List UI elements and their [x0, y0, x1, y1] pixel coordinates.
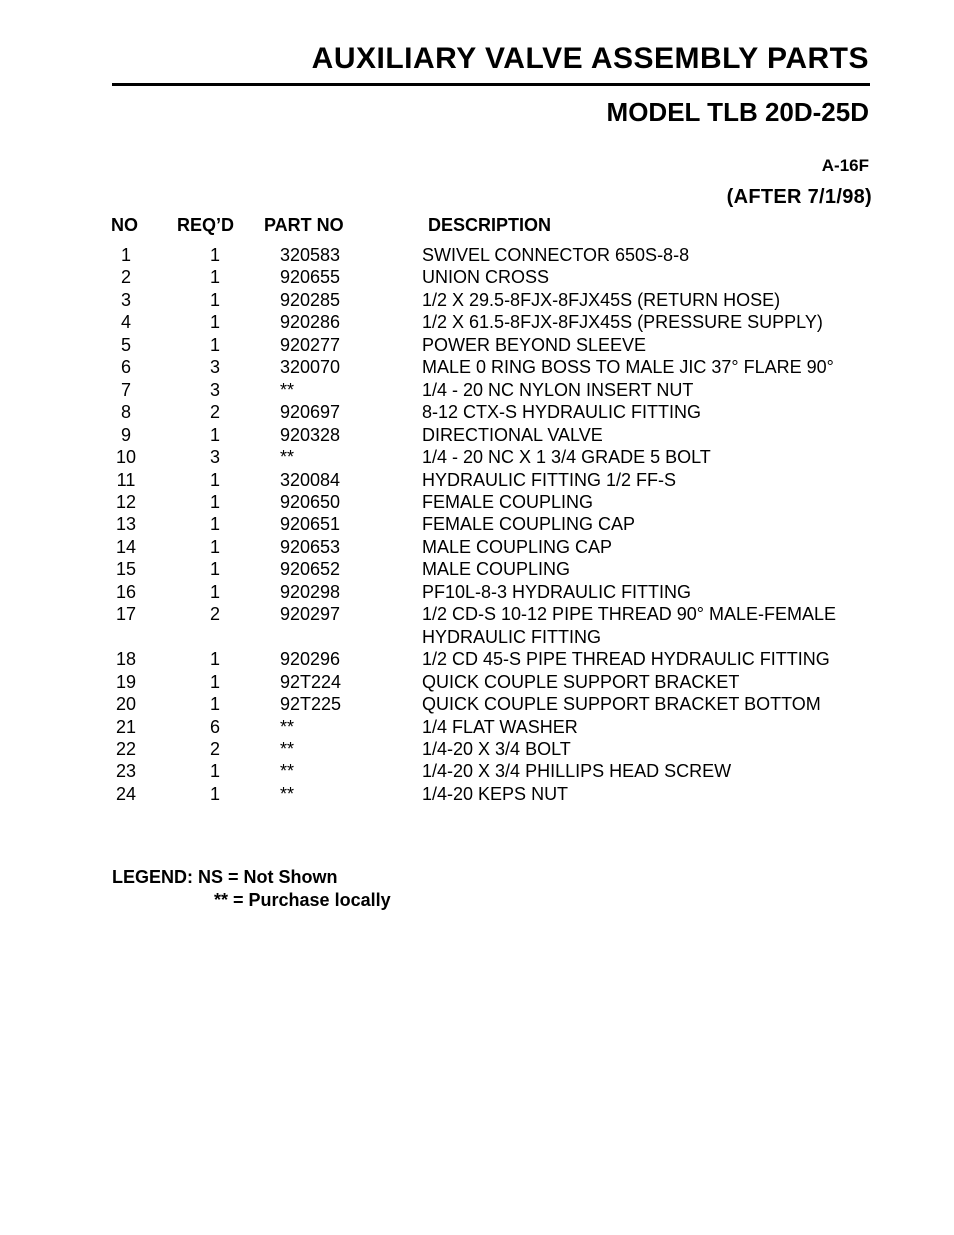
cell-part-no: 920328 — [280, 424, 341, 445]
cell-part-no: 920296 — [280, 649, 341, 670]
cell-description: PF10L-8-3 HYDRAULIC FITTING — [422, 581, 692, 602]
cell-description: MALE COUPLING CAP — [422, 536, 613, 557]
cell-description: 1/4 FLAT WASHER — [422, 716, 578, 737]
cell-no: 10 — [115, 447, 137, 468]
legend-line-1: LEGEND: NS = Not Shown — [112, 867, 338, 887]
cell-description: 1/4-20 X 3/4 BOLT — [422, 738, 571, 759]
cell-req: 1 — [209, 267, 220, 288]
cell-part-no: ** — [280, 716, 295, 737]
cell-part-no: 920277 — [280, 334, 341, 355]
cell-req: 1 — [209, 245, 220, 265]
cell-no: 9 — [120, 424, 131, 445]
cell-no: 1 — [120, 245, 131, 265]
cell-no: 12 — [115, 491, 137, 512]
cell-req: 1 — [209, 424, 220, 445]
cell-req: 1 — [209, 559, 220, 580]
table-row — [0, 671, 954, 693]
cell-req: 3 — [209, 447, 220, 468]
cell-no: 14 — [115, 536, 137, 557]
table-row — [0, 334, 954, 356]
cell-part-no: 320084 — [280, 469, 341, 490]
cell-description: MALE COUPLING — [422, 559, 571, 580]
table-row — [0, 311, 954, 333]
table-row — [0, 738, 954, 760]
cell-no: 11 — [116, 469, 136, 490]
table-row — [0, 558, 954, 580]
cell-no: 6 — [120, 357, 131, 378]
cell-description: 1/2 CD 45-S PIPE THREAD HYDRAULIC FITTING — [422, 649, 830, 670]
cell-req: 1 — [209, 649, 220, 670]
table-row — [0, 581, 954, 603]
cell-description: SWIVEL CONNECTOR 650S-8-8 — [422, 245, 690, 265]
cell-part-no: ** — [280, 783, 295, 804]
cell-no: 22 — [115, 738, 137, 759]
cell-description: MALE 0 RING BOSS TO MALE JIC 37° FLARE 90° — [422, 357, 834, 378]
cell-description: 1/4 - 20 NC NYLON INSERT NUT — [422, 379, 694, 400]
cell-no: 21 — [115, 716, 137, 737]
cell-no: 2 — [120, 267, 131, 288]
cell-req: 2 — [209, 402, 220, 423]
cell-part-no: 920285 — [280, 289, 341, 310]
cell-no: 5 — [120, 334, 131, 355]
cell-description: POWER BEYOND SLEEVE — [422, 334, 647, 355]
cell-description: 1/2 X 61.5-8FJX-8FJX45S (PRESSURE SUPPLY) — [422, 312, 823, 333]
cell-no: 8 — [120, 402, 131, 423]
cell-part-no: 320583 — [280, 245, 341, 265]
cell-req: 1 — [209, 469, 220, 490]
cell-part-no: 920650 — [280, 491, 341, 512]
table-row — [0, 469, 954, 491]
cell-req: 3 — [209, 379, 220, 400]
cell-description: 1/4-20 KEPS NUT — [422, 783, 569, 804]
table-row — [0, 289, 954, 311]
cell-description: 1/4 - 20 NC X 1 3/4 GRADE 5 BOLT — [422, 447, 711, 468]
cell-no: 4 — [120, 312, 131, 333]
cell-req: 1 — [209, 334, 220, 355]
table-row — [0, 716, 954, 738]
title-divider — [112, 83, 870, 86]
cell-description: 1/2 CD-S 10-12 PIPE THREAD 90° MALE-FEMALE HYDRAULIC FITTING — [422, 604, 837, 647]
cell-description: HYDRAULIC FITTING 1/2 FF-S — [422, 469, 677, 490]
cell-part-no: 920655 — [280, 267, 341, 288]
cell-no: 19 — [115, 671, 137, 692]
cell-req: 1 — [209, 581, 220, 602]
table-row — [0, 760, 954, 782]
cell-no: 16 — [115, 581, 137, 602]
cell-part-no: ** — [280, 379, 295, 400]
cell-req: 1 — [209, 491, 220, 512]
table-row — [0, 513, 954, 535]
cell-description: QUICK COUPLE SUPPORT BRACKET BOTTOM — [422, 694, 821, 715]
cell-part-no: ** — [280, 447, 295, 468]
cell-description: QUICK COUPLE SUPPORT BRACKET — [422, 671, 740, 692]
table-row — [0, 783, 954, 805]
cell-req: 1 — [209, 536, 220, 557]
cell-part-no: 920697 — [280, 402, 341, 423]
cell-part-no: 920298 — [280, 581, 341, 602]
cell-description: DIRECTIONAL VALVE — [422, 424, 603, 445]
cell-req: 6 — [209, 716, 220, 737]
cell-part-no: ** — [280, 761, 295, 782]
cell-no: 18 — [115, 649, 137, 670]
cell-no: 13 — [115, 514, 137, 535]
cell-req: 1 — [209, 514, 220, 535]
cell-req: 2 — [209, 738, 220, 759]
column-header-req: REQ’D — [177, 215, 235, 235]
legend-line-2: ** = Purchase locally — [214, 890, 391, 910]
cell-req: 1 — [209, 694, 220, 715]
cell-description: FEMALE COUPLING CAP — [422, 514, 636, 535]
table-row — [0, 401, 954, 423]
cell-part-no: 920651 — [280, 514, 341, 535]
cell-part-no: 920286 — [280, 312, 341, 333]
cell-no: 3 — [120, 289, 131, 310]
cell-no: 20 — [115, 694, 137, 715]
model-name: MODEL TLB 20D-25D — [606, 97, 869, 127]
table-row — [0, 266, 954, 288]
cell-part-no: ** — [280, 738, 295, 759]
cell-req: 2 — [209, 604, 220, 625]
cell-description: FEMALE COUPLING — [422, 491, 594, 512]
cell-description: 1/4-20 X 3/4 PHILLIPS HEAD SCREW — [422, 761, 732, 782]
cell-no: 24 — [115, 783, 137, 804]
page-title: AUXILIARY VALVE ASSEMBLY PARTS — [311, 42, 869, 75]
cell-req: 3 — [209, 357, 220, 378]
table-row — [0, 491, 954, 513]
cell-no: 15 — [115, 559, 137, 580]
table-row — [0, 648, 954, 670]
table-row — [0, 379, 954, 401]
column-header-part: PART NO — [264, 215, 344, 235]
table-row — [0, 693, 954, 715]
column-header-no: NO — [111, 215, 138, 235]
cell-req: 1 — [209, 671, 220, 692]
table-row — [0, 536, 954, 558]
cell-req: 1 — [209, 289, 220, 310]
date-note: (AFTER 7/1/98) — [726, 186, 872, 208]
cell-part-no: 920653 — [280, 536, 341, 557]
table-row — [0, 356, 954, 378]
page-code: A-16F — [821, 156, 869, 175]
cell-part-no: 920652 — [280, 559, 341, 580]
cell-no: 23 — [115, 761, 137, 782]
cell-part-no: 92T225 — [280, 694, 342, 715]
table-row — [0, 446, 954, 468]
table-row — [0, 244, 954, 266]
cell-req: 1 — [209, 312, 220, 333]
cell-req: 1 — [209, 761, 220, 782]
cell-part-no: 320070 — [280, 357, 341, 378]
cell-req: 1 — [209, 783, 220, 804]
cell-part-no: 92T224 — [280, 671, 342, 692]
cell-description: 1/2 X 29.5-8FJX-8FJX45S (RETURN HOSE) — [422, 289, 781, 310]
cell-no: 17 — [115, 604, 137, 625]
parts-table — [0, 244, 954, 805]
column-header-description: DESCRIPTION — [428, 215, 552, 235]
cell-description: 8-12 CTX-S HYDRAULIC FITTING — [422, 402, 702, 423]
cell-no: 7 — [120, 379, 131, 400]
table-row — [0, 603, 954, 648]
cell-part-no: 920297 — [280, 604, 341, 625]
cell-description: UNION CROSS — [422, 267, 550, 288]
table-row — [0, 424, 954, 446]
